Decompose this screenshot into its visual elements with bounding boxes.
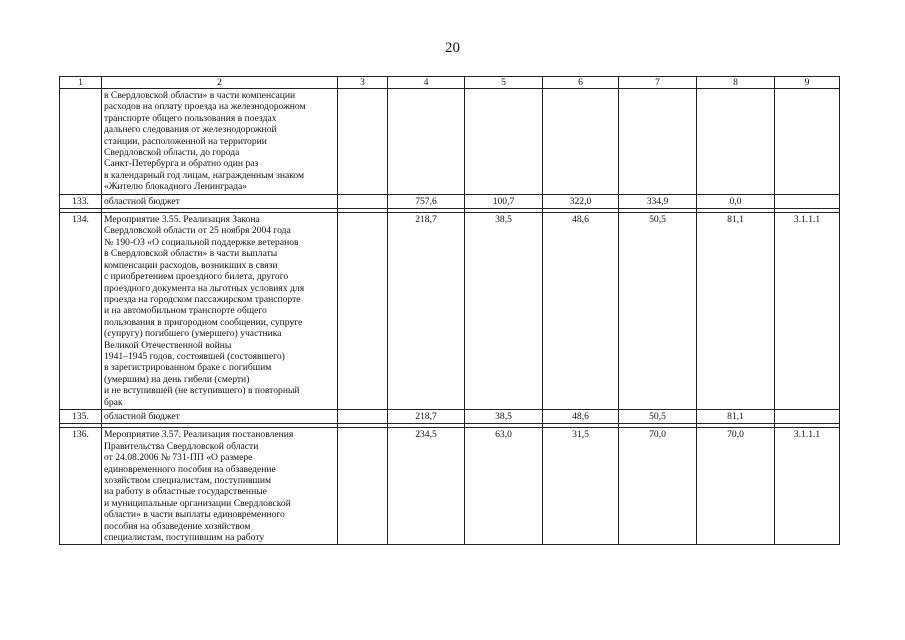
cell-col5 bbox=[465, 89, 543, 195]
header-cell: 1 bbox=[60, 77, 102, 89]
cell-col7 bbox=[619, 89, 697, 195]
cell-col9: 3.1.1.1 bbox=[775, 213, 840, 410]
cell-col7: 334,9 bbox=[619, 194, 697, 208]
cell-col4 bbox=[388, 89, 465, 195]
row-number: 136. bbox=[60, 428, 102, 545]
cell-col5: 63,0 bbox=[465, 428, 543, 545]
table-row bbox=[60, 213, 840, 410]
cell-col8: 0,0 bbox=[697, 194, 775, 208]
cell-col4: 218,7 bbox=[388, 409, 465, 423]
cell-col3 bbox=[338, 89, 388, 195]
header-cell: 7 bbox=[619, 77, 697, 89]
header-cell: 6 bbox=[543, 77, 619, 89]
table-row bbox=[60, 194, 840, 208]
cell-col6 bbox=[543, 89, 619, 195]
cell-col6: 48,6 bbox=[543, 409, 619, 423]
cell-col5: 38,5 bbox=[465, 409, 543, 423]
cell-col6: 31,5 bbox=[543, 428, 619, 545]
row-description: областной бюджет bbox=[102, 409, 338, 423]
cell-col6: 48,6 bbox=[543, 213, 619, 410]
page-number: 20 bbox=[445, 40, 460, 56]
table-row bbox=[60, 89, 840, 195]
cell-col4: 218,7 bbox=[388, 213, 465, 410]
cell-col4: 757,6 bbox=[388, 194, 465, 208]
cell-col5: 100,7 bbox=[465, 194, 543, 208]
header-cell: 8 bbox=[697, 77, 775, 89]
cell-col8: 70,0 bbox=[697, 428, 775, 545]
row-description: Мероприятие 3.55. Реализация Закона Свердловской области от 25 ноября 2004 года № 190-ОЗ «О социальной поддержке ветеранов в Свердловской области» в части выплаты компенсации расходов, возникших в связи с приобретением проездного билета, другого проездного документа на льготных условиях для проезда на городском пассажирском транспорте и на автомобильном транспорте общего пользования в пригородном сообщении, супруге (супругу) погибшего (умершего) участника Великой Отечественной войны 1941–1945 годов, состоявшей (состоявшего) в зарегистрированном браке с погибшим (умершим) на день гибели (смерти) и не вступившей (не вступившего) в повторный брак bbox=[102, 213, 338, 410]
cell-col9 bbox=[775, 89, 840, 195]
row-number: 133. bbox=[60, 194, 102, 208]
cell-col7: 50,5 bbox=[619, 213, 697, 410]
header-cell: 5 bbox=[465, 77, 543, 89]
row-number: 135. bbox=[60, 409, 102, 423]
cell-col4: 234,5 bbox=[388, 428, 465, 545]
cell-col5: 38,5 bbox=[465, 213, 543, 410]
row-number bbox=[60, 89, 102, 195]
row-number: 134. bbox=[60, 213, 102, 410]
cell-col7: 70,0 bbox=[619, 428, 697, 545]
cell-col9: 3.1.1.1 bbox=[775, 428, 840, 545]
cell-col7: 50,5 bbox=[619, 409, 697, 423]
cell-col9 bbox=[775, 409, 840, 423]
row-description: областной бюджет bbox=[102, 194, 338, 208]
header-cell: 9 bbox=[775, 77, 840, 89]
budget-table bbox=[59, 76, 840, 545]
cell-col9 bbox=[775, 194, 840, 208]
cell-col3 bbox=[338, 194, 388, 208]
row-description: Мероприятие 3.57. Реализация постановления Правительства Свердловской области от 24.08.2006 № 731-ПП «О размере единовременного пособия на обзаведение хозяйством специалистам, поступившим на работу в областные государственные и муниципальные организации Свердловской области» в части выплаты единовременного пособия на обзаведение хозяйством специалистам, поступившим на работу bbox=[102, 428, 338, 545]
header-cell: 4 bbox=[388, 77, 465, 89]
cell-col3 bbox=[338, 428, 388, 545]
table-row bbox=[60, 409, 840, 423]
cell-col3 bbox=[338, 409, 388, 423]
row-description: в Свердловской области» в части компенсации расходов на оплату проезда на железнодорожном транспорте общего пользования в поездах дальнего следования от железнодорожной станции, расположенной на территории Свердловской области, до города Санкт-Петербурга и обратно один раз в календарный год лицам, награжденным знаком «Жителю блокадного Ленинграда» bbox=[102, 89, 338, 195]
header-row bbox=[60, 77, 840, 89]
header-cell: 3 bbox=[338, 77, 388, 89]
header-cell: 2 bbox=[102, 77, 338, 89]
cell-col8: 81,1 bbox=[697, 409, 775, 423]
cell-col3 bbox=[338, 213, 388, 410]
cell-col8 bbox=[697, 89, 775, 195]
table-row bbox=[60, 428, 840, 545]
cell-col8: 81,1 bbox=[697, 213, 775, 410]
cell-col6: 322,0 bbox=[543, 194, 619, 208]
